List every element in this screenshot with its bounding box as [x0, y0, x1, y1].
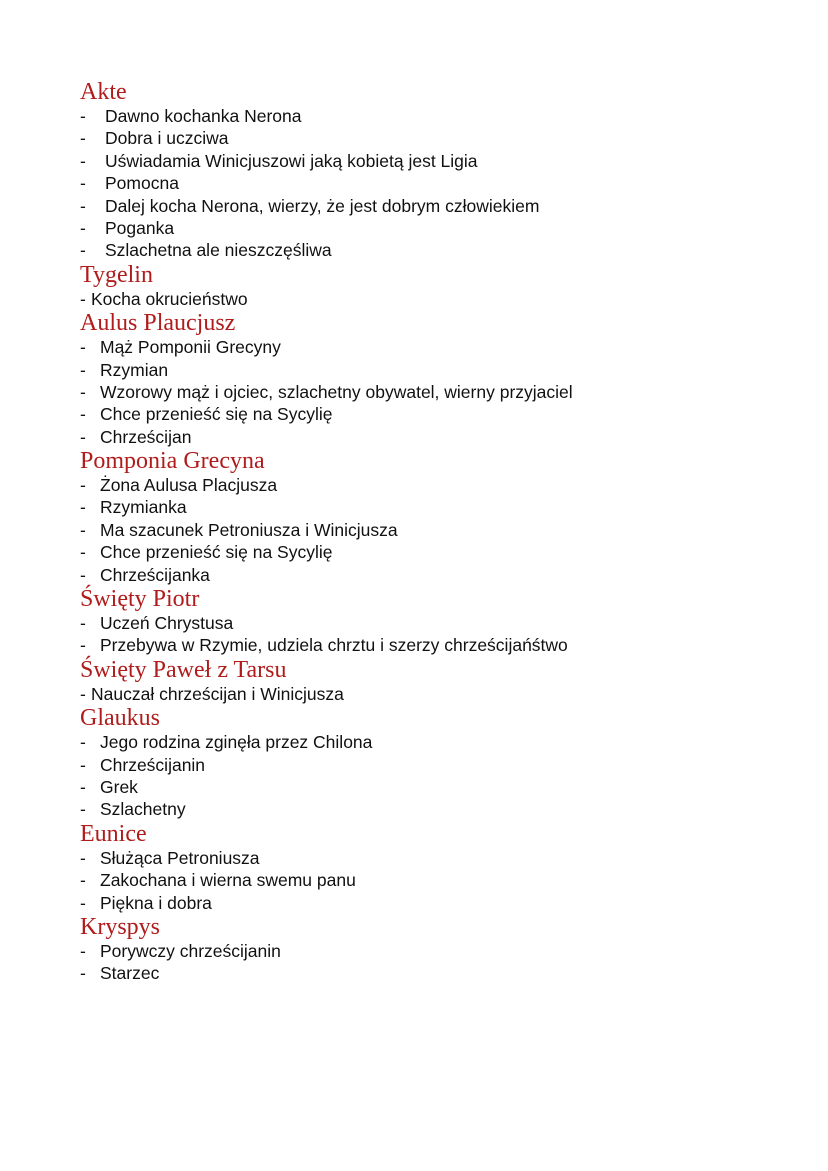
item-text: Pomocna: [105, 173, 179, 194]
section-heading: Tygelin: [80, 261, 153, 288]
item-text: Jego rodzina zginęła przez Chilona: [100, 732, 373, 753]
list-item: [80, 127, 780, 149]
bullet-dash: -: [80, 426, 86, 447]
list-item: [80, 426, 780, 448]
item-text: Dalej kocha Nerona, wierzy, że jest dobrym człowiekiem: [105, 195, 540, 216]
list-item: [80, 564, 780, 586]
bullet-dash: -: [80, 519, 86, 540]
item-text: Piękna i dobra: [100, 892, 212, 913]
section-heading: Glaukus: [80, 705, 160, 732]
bullet-dash: -: [80, 288, 86, 309]
bullet-dash: -: [80, 870, 86, 891]
bullet-dash: -: [80, 381, 86, 402]
item-text: Chce przenieść się na Sycylię: [100, 404, 333, 425]
section-heading: Aulus Plaucjusz: [80, 310, 236, 337]
item-text: Ma szacunek Petroniusza i Winicjusza: [100, 519, 398, 540]
bullet-dash: -: [80, 847, 86, 868]
list-item: [80, 150, 780, 172]
bullet-dash: -: [80, 217, 86, 238]
section-heading: Święty Piotr: [80, 586, 200, 613]
list-item: [80, 217, 780, 239]
section-tygelin: [80, 262, 780, 310]
section-eunice: [80, 821, 780, 914]
bullet-dash: -: [80, 892, 86, 913]
section-pomponia-grecyna: [80, 448, 780, 586]
item-text: Wzorowy mąż i ojciec, szlachetny obywatel, wierny przyjaciel: [100, 381, 573, 402]
trait-list: [80, 940, 780, 985]
list-item: [80, 288, 780, 310]
bullet-dash: -: [80, 106, 86, 126]
trait-list: [80, 336, 780, 448]
bullet-dash: -: [80, 940, 86, 961]
list-item: [80, 776, 780, 798]
section-kryspys: [80, 914, 780, 985]
item-text: Chrześcijanka: [100, 564, 210, 585]
list-item: [80, 519, 780, 541]
trait-list: [80, 105, 780, 262]
bullet-dash: -: [80, 542, 86, 563]
item-text: Zakochana i wierna swemu panu: [100, 870, 356, 891]
item-text: Chrześcijan: [100, 426, 192, 447]
item-text: Starzec: [100, 963, 160, 984]
item-text: Grek: [100, 776, 138, 797]
bullet-dash: -: [80, 404, 86, 425]
bullet-dash: -: [80, 195, 86, 216]
item-text: Poganka: [105, 217, 175, 238]
bullet-dash: -: [80, 475, 86, 496]
bullet-dash: -: [80, 754, 86, 775]
item-text: Uświadamia Winicjuszowi jaką kobietą jest Ligia: [105, 150, 478, 171]
list-item: [80, 172, 780, 194]
item-text: Rzymianka: [100, 497, 187, 518]
trait-list: [80, 474, 780, 586]
section-heading: Kryspys: [80, 913, 161, 940]
item-text: Nauczał chrześcijan i Winicjusza: [91, 683, 344, 704]
section-glaukus: [80, 705, 780, 821]
section-swiety-pawel-z-tarsu: [80, 657, 780, 705]
list-item: [80, 940, 780, 962]
list-item: [80, 847, 780, 869]
list-item: [80, 474, 780, 496]
item-text: Porywczy chrześcijanin: [100, 940, 281, 961]
list-item: [80, 403, 780, 425]
item-text: Szlachetny: [100, 799, 186, 820]
document-page: [80, 79, 780, 985]
item-text: Uczeń Chrystusa: [100, 613, 234, 634]
item-text: Mąż Pomponii Grecyny: [100, 337, 281, 358]
list-item: [80, 612, 780, 634]
bullet-dash: -: [80, 732, 86, 753]
list-item: [80, 869, 780, 891]
list-item: [80, 381, 780, 403]
list-item: [80, 105, 780, 127]
item-text: Przebywa w Rzymie, udziela chrztu i szerzy chrześcijańśtwo: [100, 635, 568, 656]
bullet-dash: -: [80, 497, 86, 518]
list-item: [80, 195, 780, 217]
list-item: [80, 336, 780, 358]
list-item: [80, 634, 780, 656]
item-text: Chce przenieść się na Sycylię: [100, 542, 333, 563]
list-item: [80, 798, 780, 820]
bullet-dash: -: [80, 240, 86, 261]
bullet-dash: -: [80, 564, 86, 585]
bullet-dash: -: [80, 150, 86, 171]
section-heading: Pomponia Grecyna: [80, 448, 265, 475]
item-text: Chrześcijanin: [100, 754, 206, 775]
item-text: Szlachetna ale nieszczęśliwa: [105, 240, 332, 261]
section-heading: Eunice: [80, 820, 147, 847]
bullet-dash: -: [80, 613, 86, 634]
bullet-dash: -: [80, 359, 86, 380]
item-text: Służąca Petroniusza: [100, 847, 260, 868]
item-text: Dawno kochanka Nerona: [105, 106, 302, 126]
trait-list: [80, 288, 780, 310]
trait-list: [80, 731, 780, 821]
trait-list: [80, 612, 780, 657]
bullet-dash: -: [80, 799, 86, 820]
list-item: [80, 962, 780, 984]
bullet-dash: -: [80, 776, 86, 797]
bullet-dash: -: [80, 683, 86, 704]
list-item: [80, 683, 780, 705]
bullet-dash: -: [80, 173, 86, 194]
list-item: [80, 496, 780, 518]
bullet-dash: -: [80, 963, 86, 984]
list-item: [80, 754, 780, 776]
section-aulus-plaucjusz: [80, 310, 780, 448]
bullet-dash: -: [80, 635, 86, 656]
item-text: Dobra i uczciwa: [105, 128, 229, 149]
list-item: [80, 541, 780, 563]
section-swiety-piotr: [80, 586, 780, 657]
item-text: Kocha okrucieństwo: [91, 288, 248, 309]
trait-list: [80, 847, 780, 914]
section-heading: Święty Paweł z Tarsu: [80, 656, 287, 683]
list-item: [80, 239, 780, 261]
list-item: [80, 731, 780, 753]
trait-list: [80, 683, 780, 705]
section-akte: [80, 79, 780, 262]
list-item: [80, 359, 780, 381]
item-text: Żona Aulusa Placjusza: [100, 475, 278, 496]
list-item: [80, 892, 780, 914]
item-text: Rzymian: [100, 359, 169, 380]
section-heading: Akte: [80, 79, 127, 105]
bullet-dash: -: [80, 128, 86, 149]
bullet-dash: -: [80, 337, 86, 358]
